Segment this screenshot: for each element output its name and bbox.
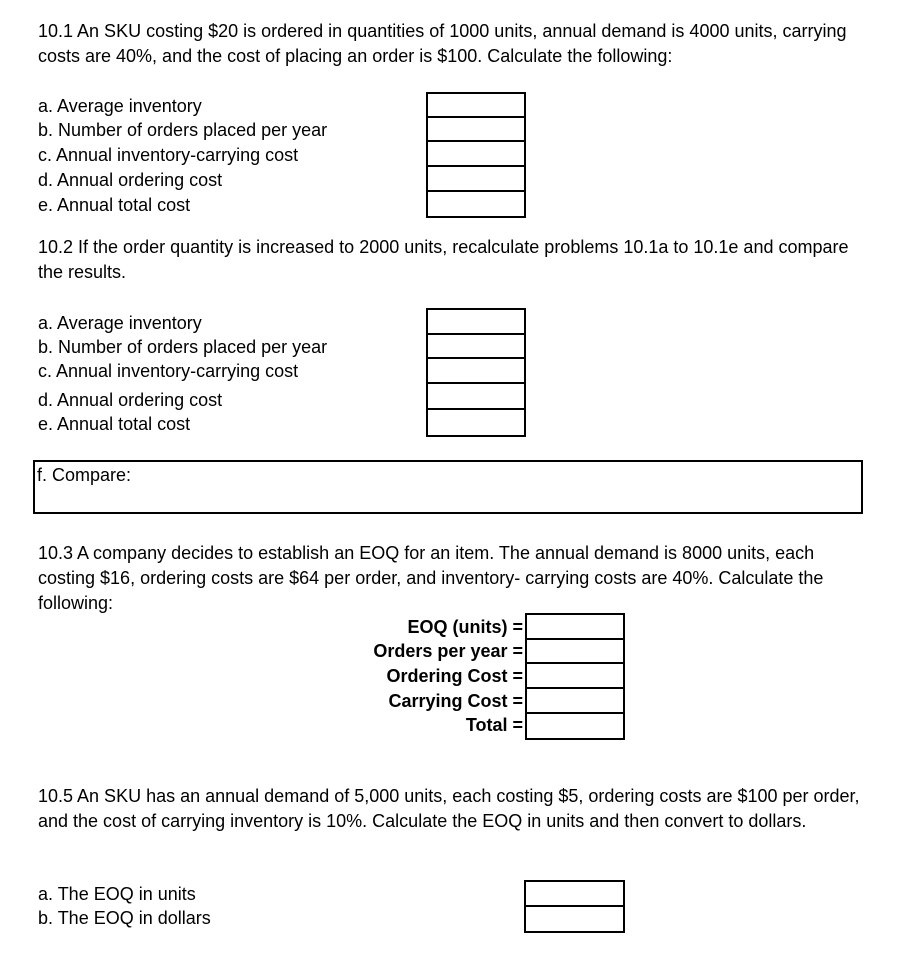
q102-answer-e-input[interactable] (426, 408, 526, 437)
q102-item-b: b. Number of orders placed per year (38, 337, 328, 357)
q101-answer-e-input[interactable] (426, 190, 526, 218)
q101-item-e: e. Annual total cost (38, 195, 191, 215)
q101-item-a: a. Average inventory (38, 96, 202, 116)
q102-item-c: c. Annual inventory-carrying cost (38, 361, 299, 381)
q101-answer-c-input[interactable] (426, 140, 526, 167)
q102-compare-field[interactable] (33, 460, 863, 514)
q103-label-ordering: Ordering Cost = (386, 666, 523, 686)
q101-answer-a-input[interactable] (426, 92, 526, 118)
q103-label-eoq: EOQ (units) = (407, 617, 523, 637)
q103-label-carrying: Carrying Cost = (388, 691, 523, 711)
q103-ordering-cost-input[interactable] (525, 662, 625, 689)
q102-answer-b-input[interactable] (426, 333, 526, 359)
q105-eoq-units-input[interactable] (524, 880, 625, 907)
q103-eoq-input[interactable] (525, 613, 625, 640)
q101-item-c: c. Annual inventory-carrying cost (38, 145, 299, 165)
q105-item-b: b. The EOQ in dollars (38, 908, 211, 928)
q103-prompt: 10.3 A company decides to establish an EOQ for an item. The annual demand is 8000 units, each costing $16, ordering costs are $64 per order, and inventory- carrying costs are 40%. Calculate the following: (38, 543, 824, 613)
q105-item-a: a. The EOQ in units (38, 884, 196, 904)
q103-orders-input[interactable] (525, 638, 625, 664)
q101-answer-b-input[interactable] (426, 116, 526, 142)
q103-labels (300, 615, 523, 740)
q103-label-orders: Orders per year = (373, 641, 523, 661)
q102-answer-d-input[interactable] (426, 382, 526, 410)
q102-compare-label: f. Compare: (37, 465, 132, 485)
q105-prompt: 10.5 An SKU has an annual demand of 5,000 units, each costing $5, ordering costs are $100 per order, and the cost of carrying inventory is 10%. Calculate the EOQ in units and then convert to dollars. (38, 786, 860, 831)
q101-item-d: d. Annual ordering cost (38, 170, 223, 190)
q101-item-b: b. Number of orders placed per year (38, 120, 328, 140)
q105-eoq-dollars-input[interactable] (524, 905, 625, 933)
q103-label-total: Total = (465, 715, 523, 735)
q102-answer-c-input[interactable] (426, 357, 526, 384)
q101-prompt: 10.1 An SKU costing $20 is ordered in quantities of 1000 units, annual demand is 4000 units, carrying costs are 40%, and the cost of placing an order is $100. Calculate the following: (38, 21, 847, 66)
q102-item-e: e. Annual total cost (38, 414, 191, 434)
q101-answer-d-input[interactable] (426, 165, 526, 192)
q102-item-a: a. Average inventory (38, 313, 202, 333)
q103-carrying-cost-input[interactable] (525, 687, 625, 714)
q103-total-input[interactable] (525, 712, 625, 740)
q102-item-d: d. Annual ordering cost (38, 390, 223, 410)
q102-answer-a-input[interactable] (426, 308, 526, 335)
q102-prompt: 10.2 If the order quantity is increased to 2000 units, recalculate problems 10.1a to 10.1e and compare the results. (38, 237, 849, 282)
